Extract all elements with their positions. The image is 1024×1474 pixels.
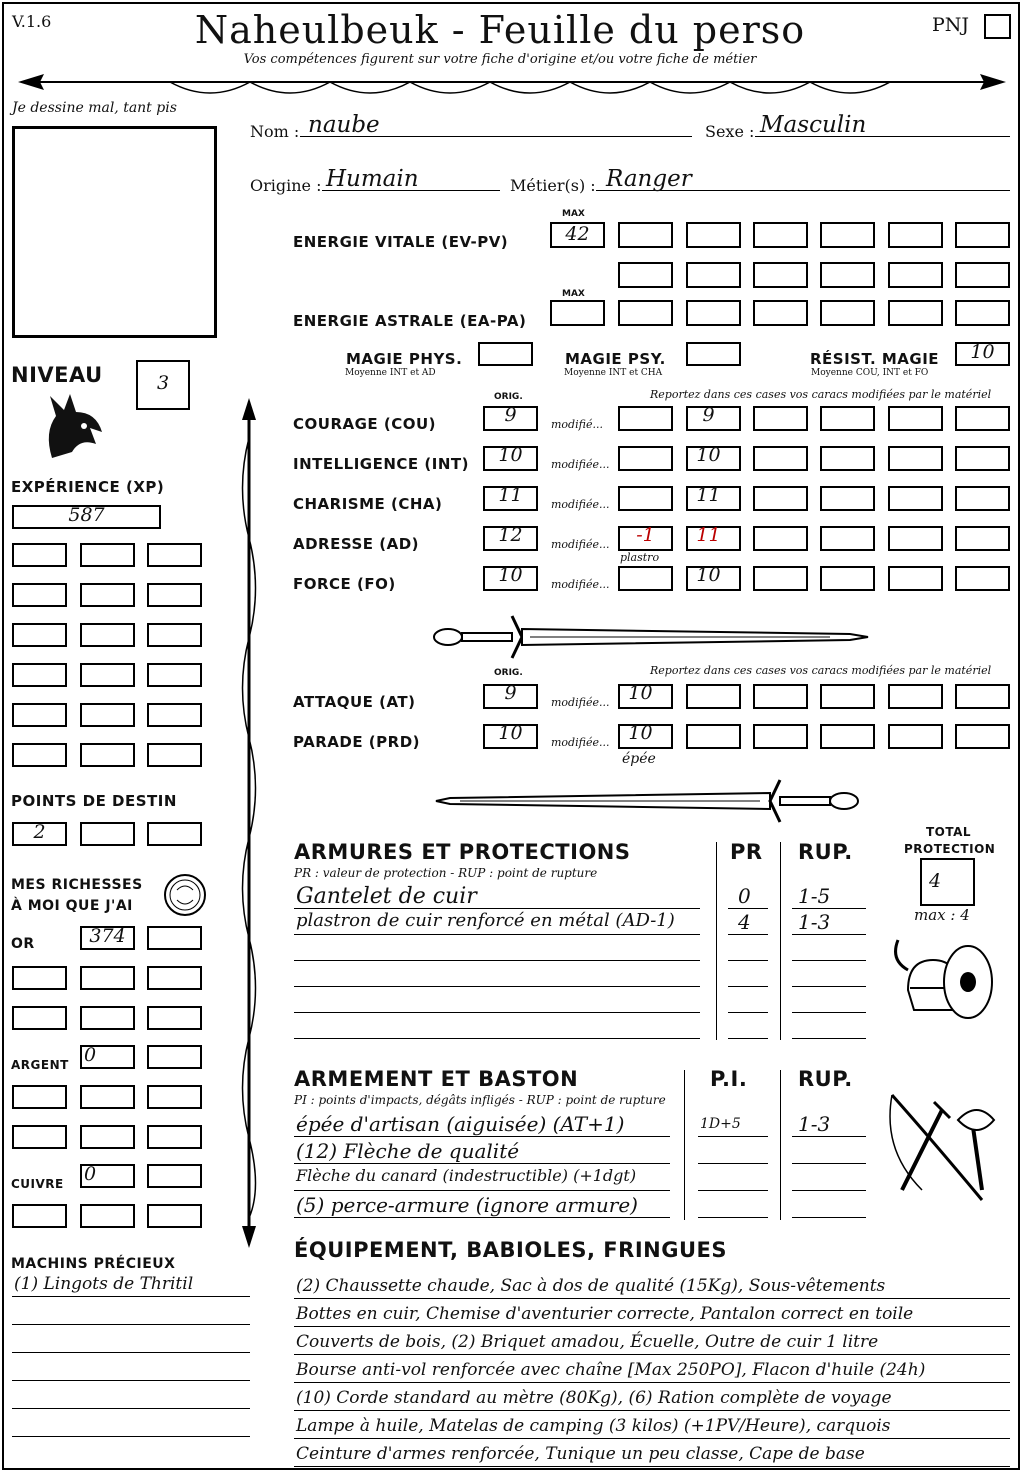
weapon-rup-line <box>792 1190 866 1191</box>
equipment-item[interactable]: Bottes en cuir, Chemise d'aventurier correcte, Pantalon correct en toile <box>296 1304 914 1324</box>
pnj-checkbox[interactable] <box>984 14 1011 39</box>
metier-field[interactable]: Ranger <box>606 166 692 192</box>
sheet-subtitle: Vos compétences figurent sur votre fiche d'origine et/ou votre fiche de métier <box>243 52 757 67</box>
total-protection-label-1: TOTAL <box>926 825 972 839</box>
armor-name-line <box>294 986 700 987</box>
combat-mod-box[interactable] <box>686 724 741 749</box>
armor-item-pr[interactable]: 4 <box>738 910 751 934</box>
weapon-rup-line <box>792 1136 866 1137</box>
stat-orig-value: 11 <box>498 484 523 506</box>
ea-box[interactable] <box>618 300 673 326</box>
armor-item-name[interactable]: plastron de cuir renforcé en métal (AD-1) <box>296 910 675 931</box>
stats-report-note: Reportez dans ces cases vos caracs modifiées par le matériel <box>650 388 992 401</box>
machins-line <box>12 1296 250 1297</box>
stat-mod-value: -1 <box>636 524 655 546</box>
or-box-2[interactable] <box>147 926 202 950</box>
armor-name-line <box>294 1038 700 1039</box>
argent-box[interactable] <box>12 1125 67 1149</box>
armures-pr-label: PR <box>730 840 763 864</box>
weapon-item-pi[interactable]: 1D+5 <box>700 1116 741 1132</box>
version-label: V.1.6 <box>12 12 52 31</box>
stat-orig-value: 12 <box>498 524 523 546</box>
weapon-rup-line <box>792 1217 866 1218</box>
ea-box[interactable] <box>955 300 1010 326</box>
stat-modified-label: modifiée... <box>551 458 610 471</box>
argent-box[interactable] <box>12 1085 67 1109</box>
ea-box[interactable] <box>753 300 808 326</box>
ev-max-label: MAX <box>562 209 585 219</box>
stat-mod-box[interactable] <box>618 566 673 591</box>
combat-mod-value: 10 <box>628 682 653 704</box>
combat-mod-value: 10 <box>628 722 653 744</box>
combat-mod-box[interactable] <box>888 724 943 749</box>
weapon-item-name[interactable]: (12) Flèche de qualité <box>296 1139 520 1163</box>
equipment-line <box>294 1354 1010 1355</box>
stat-final-value: 11 <box>696 484 721 506</box>
ea-max-box[interactable] <box>550 300 605 326</box>
armor-rup-line <box>792 1012 866 1013</box>
weapon-pi-line <box>698 1217 768 1218</box>
stat-final-box[interactable] <box>753 446 808 471</box>
stats-orig-label: ORIG. <box>494 392 523 402</box>
armor-item-name[interactable]: Gantelet de cuir <box>296 884 477 909</box>
xp-box[interactable] <box>12 543 67 567</box>
stat-final-box[interactable] <box>753 486 808 511</box>
stat-final-box[interactable] <box>888 446 943 471</box>
or-box[interactable] <box>12 966 67 990</box>
or-box[interactable] <box>147 966 202 990</box>
stat-modified-label: modifiée... <box>551 578 610 591</box>
weapon-item-name[interactable]: (5) perce-armure (ignore armure) <box>296 1193 638 1217</box>
ev-box[interactable] <box>955 222 1010 248</box>
xp-box[interactable] <box>80 543 135 567</box>
combat-modified-label: modifiée... <box>551 736 610 749</box>
argent-value: 0 <box>83 1044 97 1066</box>
stat-final-box[interactable] <box>955 526 1010 551</box>
ea-max-label: MAX <box>562 289 585 299</box>
armement-divider-2 <box>780 1070 781 1220</box>
machins-line <box>12 1436 250 1437</box>
total-protection-max: max : 4 <box>914 906 970 924</box>
equipment-item[interactable]: Bourse anti-vol renforcée avec chaîne [Max 250PO], Flacon d'huile (24h) <box>296 1360 926 1380</box>
equipment-item[interactable]: Ceinture d'armes renforcée, Tunique un peu classe, Cape de base <box>296 1444 865 1464</box>
stat-final-value: 10 <box>696 564 721 586</box>
weapon-item-name[interactable]: épée d'artisan (aiguisée) (AT+1) <box>296 1112 625 1136</box>
richesses-label-1: MES RICHESSES <box>11 877 143 893</box>
ea-label: ENERGIE ASTRALE (EA-PA) <box>293 312 527 330</box>
destin-box-2[interactable] <box>80 822 135 846</box>
armor-pr-line <box>728 960 768 961</box>
stat-final-box[interactable] <box>820 526 875 551</box>
xp-box[interactable] <box>12 703 67 727</box>
xp-box[interactable] <box>80 623 135 647</box>
armor-name-line <box>294 1012 700 1013</box>
resist-magie-note: Moyenne COU, INT et FO <box>811 368 929 378</box>
armor-name-line <box>294 934 700 935</box>
xp-box[interactable] <box>80 703 135 727</box>
stat-final-box[interactable] <box>820 406 875 431</box>
armures-rup-label: RUP. <box>798 840 853 864</box>
ev-box[interactable] <box>686 262 741 288</box>
combat-orig-label: ORIG. <box>494 668 523 678</box>
stat-final-box[interactable] <box>820 446 875 471</box>
armor-item-pr[interactable]: 0 <box>738 884 751 908</box>
xp-box[interactable] <box>80 743 135 767</box>
magie-phys-note: Moyenne INT et AD <box>345 368 436 378</box>
combat-orig-value: 10 <box>498 722 523 744</box>
nom-field[interactable]: naube <box>308 112 380 138</box>
stat-final-value: 10 <box>696 444 721 466</box>
combat-mod-box[interactable] <box>753 684 808 709</box>
stat-label: INTELLIGENCE (INT) <box>293 455 469 473</box>
stat-final-box[interactable] <box>888 406 943 431</box>
armor-pr-line <box>728 908 768 909</box>
armement-rup-label: RUP. <box>798 1067 853 1091</box>
sheet-title: Naheulbeuk - Feuille du perso <box>194 8 806 52</box>
stat-modified-label: modifiée... <box>551 498 610 511</box>
stat-final-value: 11 <box>696 524 721 546</box>
ev-box[interactable] <box>888 222 943 248</box>
armor-rup-line <box>792 986 866 987</box>
armor-name-line <box>294 960 700 961</box>
stat-final-box[interactable] <box>753 406 808 431</box>
resist-magie-value: 10 <box>970 341 995 363</box>
cuivre-box[interactable] <box>12 1204 67 1228</box>
xp-box[interactable] <box>12 583 67 607</box>
ev-box[interactable] <box>955 262 1010 288</box>
cuivre-box-2[interactable] <box>147 1164 202 1188</box>
ev-box[interactable] <box>753 222 808 248</box>
ea-box[interactable] <box>888 300 943 326</box>
xp-box[interactable] <box>147 663 202 687</box>
stat-label: ADRESSE (AD) <box>293 535 420 553</box>
richesses-label-2: À MOI QUE J'AI <box>11 898 133 914</box>
weapon-name-line <box>294 1136 670 1137</box>
ea-box[interactable] <box>686 300 741 326</box>
ev-box[interactable] <box>820 262 875 288</box>
stat-final-box[interactable] <box>888 526 943 551</box>
stat-final-box[interactable] <box>955 566 1010 591</box>
argent-box[interactable] <box>80 1125 135 1149</box>
armures-divider-2 <box>780 842 781 1040</box>
combat-mod-note: épée <box>622 751 656 767</box>
equipment-line <box>294 1382 1010 1383</box>
armor-rup-line <box>792 960 866 961</box>
weapon-pi-line <box>698 1190 768 1191</box>
equipment-line <box>294 1466 1010 1467</box>
niveau-label: NIVEAU <box>11 363 103 387</box>
weapon-name-line <box>294 1190 670 1191</box>
stat-orig-value: 10 <box>498 444 523 466</box>
combat-label: PARADE (PRD) <box>293 733 421 751</box>
experience-label: EXPÉRIENCE (XP) <box>11 478 165 496</box>
total-protection-label-2: PROTECTION <box>904 842 996 856</box>
xp-box[interactable] <box>12 663 67 687</box>
stat-final-value: 9 <box>702 404 715 426</box>
stat-label: COURAGE (COU) <box>293 415 437 433</box>
stat-label: CHARISME (CHA) <box>293 495 443 513</box>
portrait-caption: Je dessine mal, tant pis <box>12 100 177 116</box>
helmet-shield-icon <box>888 930 998 1030</box>
stat-final-box[interactable] <box>753 526 808 551</box>
ev-box[interactable] <box>618 262 673 288</box>
armor-pr-line <box>728 1038 768 1039</box>
armures-note: PR : valeur de protection - RUP : point de rupture <box>294 866 598 880</box>
equipment-line <box>294 1438 1010 1439</box>
armures-title: ARMURES ET PROTECTIONS <box>294 840 631 864</box>
equipment-item[interactable]: Lampe à huile, Matelas de camping (3 kilos) (+1PV/Heure), carquois <box>296 1416 891 1436</box>
stat-orig-value: 10 <box>498 564 523 586</box>
sexe-field[interactable]: Masculin <box>760 112 867 138</box>
or-box[interactable] <box>80 1006 135 1030</box>
stat-final-box[interactable] <box>820 566 875 591</box>
equipment-item[interactable]: (2) Chaussette chaude, Sac à dos de qualité (15Kg), Sous-vêtements <box>296 1276 886 1296</box>
niveau-value: 3 <box>156 372 170 394</box>
ev-max-value: 42 <box>565 223 590 245</box>
stat-mod-box[interactable] <box>618 446 673 471</box>
machins-line <box>12 1380 250 1381</box>
xp-box[interactable] <box>147 583 202 607</box>
or-box[interactable] <box>12 1006 67 1030</box>
destin-value: 2 <box>33 821 46 843</box>
weapon-pi-line <box>698 1136 768 1137</box>
cuivre-value: 0 <box>83 1163 97 1185</box>
stat-mod-note: plastro <box>620 551 660 564</box>
equipement-title: ÉQUIPEMENT, BABIOLES, FRINGUES <box>294 1238 727 1262</box>
armor-rup-line <box>792 934 866 935</box>
pnj-label: PNJ <box>932 14 970 36</box>
xp-box[interactable] <box>12 743 67 767</box>
weapon-name-line <box>294 1217 670 1218</box>
weapon-pi-line <box>698 1163 768 1164</box>
combat-mod-box[interactable] <box>955 684 1010 709</box>
xp-box[interactable] <box>147 623 202 647</box>
stat-final-box[interactable] <box>955 486 1010 511</box>
argent-box[interactable] <box>147 1125 202 1149</box>
armor-item-rup[interactable]: 1-5 <box>798 884 831 908</box>
stat-final-box[interactable] <box>888 566 943 591</box>
combat-mod-box[interactable] <box>955 724 1010 749</box>
combat-mod-box[interactable] <box>820 724 875 749</box>
stat-final-box[interactable] <box>820 486 875 511</box>
stat-final-box[interactable] <box>753 566 808 591</box>
stat-final-box[interactable] <box>955 446 1010 471</box>
or-label: OR <box>11 936 35 952</box>
magie-phys-box[interactable] <box>478 342 533 366</box>
ev-box[interactable] <box>820 222 875 248</box>
destin-box-3[interactable] <box>147 822 202 846</box>
xp-box[interactable] <box>147 543 202 567</box>
argent-label: ARGENT <box>11 1058 69 1072</box>
equipment-item[interactable]: Couverts de bois, (2) Briquet amadou, Écuelle, Outre de cuir 1 litre <box>296 1332 879 1352</box>
machins-line <box>12 1408 250 1409</box>
stat-mod-box[interactable] <box>618 486 673 511</box>
stat-modified-label: modifié... <box>551 418 603 431</box>
armement-note: PI : points d'impacts, dégâts infligés - RUP : point de rupture <box>294 1093 666 1107</box>
experience-value: 587 <box>68 504 105 526</box>
xp-box[interactable] <box>147 703 202 727</box>
machins-line <box>12 1324 250 1325</box>
combat-mod-box[interactable] <box>888 684 943 709</box>
equipment-line <box>294 1410 1010 1411</box>
stat-orig-value: 9 <box>504 404 517 426</box>
magie-psy-box[interactable] <box>686 342 741 366</box>
metier-label: Métier(s) : <box>510 176 596 195</box>
cuivre-label: CUIVRE <box>11 1177 64 1191</box>
ea-box[interactable] <box>820 300 875 326</box>
ev-label: ENERGIE VITALE (EV-PV) <box>293 233 509 251</box>
weapon-item-name[interactable]: Flèche du canard (indestructible) (+1dgt) <box>296 1166 637 1185</box>
xp-box[interactable] <box>80 583 135 607</box>
combat-mod-box[interactable] <box>820 684 875 709</box>
ev-box[interactable] <box>888 262 943 288</box>
weapon-name-line <box>294 1163 670 1164</box>
equipment-line <box>294 1326 1010 1327</box>
machins-line <box>12 1352 250 1353</box>
portrait-box[interactable] <box>12 126 217 338</box>
origine-field[interactable]: Humain <box>326 166 419 192</box>
argent-box-2[interactable] <box>147 1045 202 1069</box>
armures-divider-1 <box>716 842 717 1040</box>
combat-report-note: Reportez dans ces cases vos caracs modifiées par le matériel <box>650 664 992 677</box>
armement-divider-1 <box>684 1070 685 1220</box>
armor-pr-line <box>728 1012 768 1013</box>
armor-pr-line <box>728 986 768 987</box>
or-box[interactable] <box>147 1006 202 1030</box>
armor-rup-line <box>792 908 866 909</box>
ev-box[interactable] <box>686 222 741 248</box>
destin-label: POINTS DE DESTIN <box>11 792 177 810</box>
equipment-item[interactable]: (10) Corde standard au mètre (80Kg), (6) Ration complète de voyage <box>296 1388 892 1408</box>
weapon-rup-line <box>792 1163 866 1164</box>
xp-box[interactable] <box>12 623 67 647</box>
total-protection-value: 4 <box>928 870 942 892</box>
equipment-line <box>294 1298 1010 1299</box>
cuivre-box[interactable] <box>80 1204 135 1228</box>
magie-phys-label: MAGIE PHYS. <box>346 350 463 368</box>
ev-box[interactable] <box>618 222 673 248</box>
weapon-item-rup[interactable]: 1-3 <box>798 1112 831 1136</box>
combat-label: ATTAQUE (AT) <box>293 693 416 711</box>
armor-rup-line <box>792 1038 866 1039</box>
magie-psy-note: Moyenne INT et CHA <box>564 368 663 378</box>
armement-pi-label: P.I. <box>710 1067 748 1091</box>
machins-label: MACHINS PRÉCIEUX <box>11 1256 176 1272</box>
xp-box[interactable] <box>147 743 202 767</box>
magie-psy-label: MAGIE PSY. <box>565 350 666 368</box>
staff-ornament-icon <box>234 398 264 1248</box>
armor-pr-line <box>728 934 768 935</box>
armement-title: ARMEMENT ET BASTON <box>294 1067 579 1091</box>
combat-mod-box[interactable] <box>753 724 808 749</box>
nom-label: Nom : <box>250 122 300 141</box>
coin-icon <box>162 872 208 918</box>
sword-icon <box>430 612 870 662</box>
or-value: 374 <box>89 925 126 947</box>
stat-final-box[interactable] <box>888 486 943 511</box>
dragon-icon <box>40 392 106 462</box>
combat-modified-label: modifiée... <box>551 696 610 709</box>
weapons-crossed-icon <box>882 1090 1002 1210</box>
sexe-label: Sexe : <box>705 122 755 141</box>
or-box[interactable] <box>80 966 135 990</box>
stat-mod-box[interactable] <box>618 406 673 431</box>
resist-magie-label: RÉSIST. MAGIE <box>810 350 940 368</box>
stat-modified-label: modifiée... <box>551 538 610 551</box>
stat-final-box[interactable] <box>955 406 1010 431</box>
xp-box[interactable] <box>80 663 135 687</box>
stat-label: FORCE (FO) <box>293 575 396 593</box>
argent-box[interactable] <box>80 1085 135 1109</box>
sword-2-icon <box>430 776 870 826</box>
ev-box[interactable] <box>753 262 808 288</box>
origine-label: Origine : <box>250 176 322 195</box>
combat-mod-box[interactable] <box>686 684 741 709</box>
machins-item[interactable]: (1) Lingots de Thritil <box>14 1274 194 1294</box>
combat-orig-value: 9 <box>504 682 517 704</box>
cuivre-box[interactable] <box>147 1204 202 1228</box>
argent-box[interactable] <box>147 1085 202 1109</box>
armor-item-rup[interactable]: 1-3 <box>798 910 831 934</box>
